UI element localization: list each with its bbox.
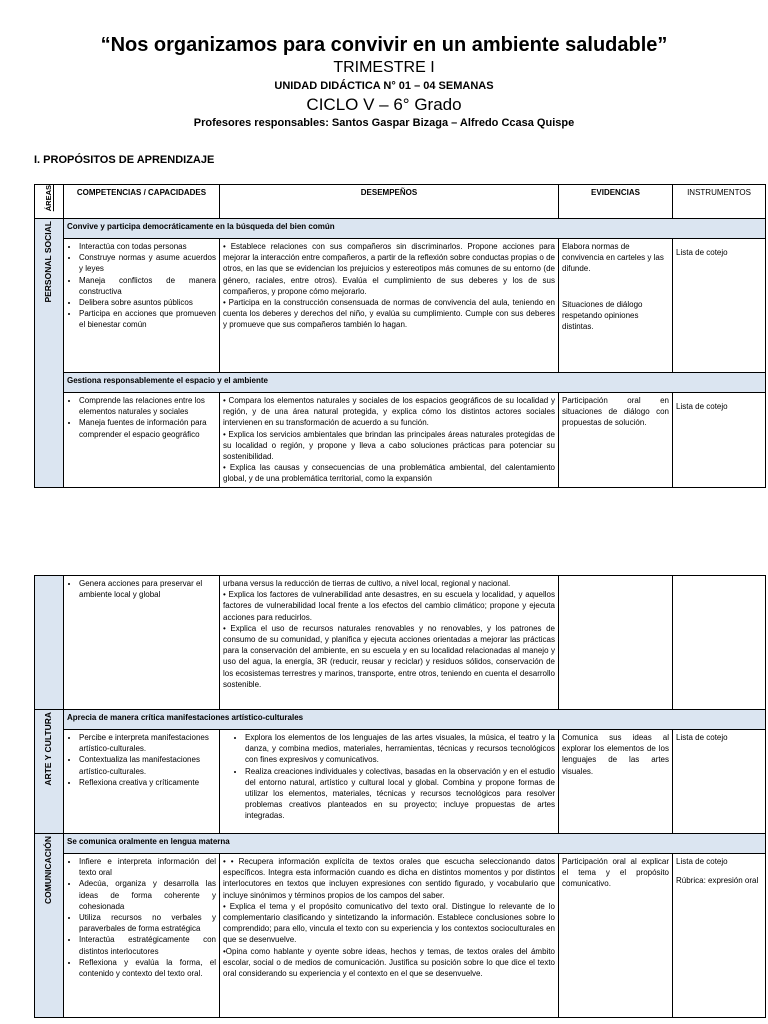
desempeno-text: • Explica las causas y consecuencias de una problemática ambiental, del calentamiento global, y de una problemática territorial, como la expansión <box>223 463 555 484</box>
capacidades-cell <box>64 576 220 710</box>
area-personal-social-cont <box>35 576 64 710</box>
evidencias-cell <box>559 576 673 710</box>
content-row <box>35 730 766 834</box>
capacidad-item: • Genera acciones para preservar el ambiente local y global <box>79 578 216 600</box>
header-evidencias: EVIDENCIAS <box>559 185 673 219</box>
document-title: “Nos organizamos para convivir en un ambiente saludable” <box>100 34 668 56</box>
instrumento-cell: Lista de cotejo <box>673 730 766 834</box>
capacidad-item: • Maneja conflictos de manera constructiva <box>79 275 216 297</box>
desempeno-item: • Realiza creaciones individuales y colectivas, basadas en la observación y en el estudio del entorno natural, artístico y cultural local y global. Combina y propone formas de utilizar los elementos, materiales, técnicas y recursos tecnológicos para resolver problemas creativos planteados en su proyecto; incluye propuestas de artes integradas. <box>245 766 555 822</box>
desempeno-text: urbana versus la reducción de tierras de cultivo, a nivel local, regional y nacional. <box>223 579 511 588</box>
evidencias-cell: Participación oral al explicar el tema y el propósito comunicativo. <box>559 854 673 1018</box>
content-row <box>35 576 766 710</box>
profesores-heading: Profesores responsables: Santos Gaspar Bizaga – Alfredo Ccasa Quispe <box>193 117 575 129</box>
desempeno-text: • Establece relaciones con sus compañeros sin discriminarlos. Propone acciones para mejorar la interacción entre compañeros, a partir de la reflexión sobre conductas propias o de otros, en las que se evidencian los prejuicios y estereotipos más comunes de su entorno (de género, raciales, entre otros). Evalúa el cumplimiento de sus deberes y los de sus compañeros, y propone cómo mejorarlo. <box>223 242 555 296</box>
capacidad-item: • Percibe e interpreta manifestaciones artístico-culturales. <box>79 732 216 754</box>
instrumento-text: Rúbrica: expresión oral <box>676 876 759 886</box>
capacidad-item: • Reflexiona creativa y críticamente <box>79 777 216 788</box>
capacidades-cell <box>64 239 220 373</box>
desempenos-cell <box>220 854 559 1018</box>
evidencias-cell <box>559 239 673 373</box>
desempeno-text: • Explica los factores de vulnerabilidad ante desastres, en su escuela y localidad, y aquellos factores de vulnerabilidad local frente a los efectos del cambio climático; propone y ejecuta acciones para reducirlos. <box>223 590 555 622</box>
propositos-table-page2 <box>34 575 766 1018</box>
desempeno-text: • Explica el tema y el propósito comunicativo del texto oral. Distingue lo relevante de lo complementario clasificando y sintetizando la información. Establece conclusiones sobre lo comprendido; para ello, vincula el texto con su experiencia y los contextos socioculturales en que se desenvuelve. <box>223 901 555 945</box>
content-row <box>35 393 766 488</box>
header-competencias: COMPETENCIAS / CAPACIDADES <box>64 185 220 219</box>
trimestre-heading: TRIMESTRE I <box>333 59 435 76</box>
desempeno-item: • Explora los elementos de los lenguajes de las artes visuales, la música, el teatro y la danza, y combina medios, materiales, herramientas, técnicas y recursos tecnológicos con fines expresivos y comunicativos. <box>245 732 555 766</box>
capacidad-item: • Interactúa con todas personas <box>79 241 216 252</box>
competencia-row <box>35 834 766 854</box>
desempenos-cell <box>220 730 559 834</box>
instrumento-cell: Lista de cotejo <box>673 239 766 373</box>
capacidad-item: • Construye normas y asume acuerdos y leyes <box>79 252 216 274</box>
capacidad-item: • Participa en acciones que promueven el bienestar común <box>79 308 216 330</box>
capacidades-cell <box>64 730 220 834</box>
capacidad-item: • Delibera sobre asuntos públicos <box>79 297 216 308</box>
header-desempenos: DESEMPEÑOS <box>220 185 559 219</box>
capacidad-item: • Contextualiza las manifestaciones artístico-culturales. <box>79 754 216 776</box>
desempeno-text: • Explica el uso de recursos naturales renovables y no renovables, y los patrones de consumo de su comunidad, y planifica y ejecuta acciones orientadas a mejorar las prácticas para la conservación del ambiente, en su escuela y en su localidad relacionadas al manejo y uso del agua, la energía, 3R (reducir, reusar y reciclar) y residuos sólidos, conservación de los ecosistemas terrestres y marinos, transporte, entre otros, teniendo en cuenta el desarrollo sostenible. <box>223 623 555 689</box>
evidencias-cell: Comunica sus ideas al explorar los elementos de los lenguajes de las artes visuales. <box>559 730 673 834</box>
instrumento-cell <box>673 854 766 1018</box>
section-title: I. PROPÓSITOS DE APRENDIZAJE <box>34 154 215 166</box>
desempeno-text: • Participa en la construcción consensuada de normas de convivencia del aula, teniendo en cuenta los deberes y derechos del niño, y evalúa su cumplimiento. Cumple con sus deberes y promueve que sus compañeros también lo hagan. <box>223 298 555 330</box>
capacidad-item: • Maneja fuentes de información para comprender el espacio geográfico <box>79 417 216 439</box>
capacidad-item: • Reflexiona y evalúa la forma, el contenido y contexto del texto oral. <box>79 957 216 979</box>
capacidad-item: • Comprende las relaciones entre los elementos naturales y sociales <box>79 395 216 417</box>
header-instrumentos: INSTRUMENTOS <box>673 185 766 219</box>
desempenos-cell <box>220 239 559 373</box>
instrumento-text: Lista de cotejo <box>676 857 728 866</box>
desempeno-text: •Opina como hablante y oyente sobre ideas, hechos y temas, de textos orales del ámbito escolar, social o de medios de comunicación. Justifica su posición sobre lo que dice el texto oral considerando su experiencia y el contexto en el que se desenvuelve. <box>223 946 555 979</box>
header-areas: ÁREAS <box>35 185 64 219</box>
desempeno-text: • • Recupera información explícita de textos orales que escucha seleccionando datos específicos. Integra esta información cuando es dicha en distintos momentos y por distintos interlocutores en textos que incluyen expresiones con sentido figurado, y vocabulario que incluye sinónimos y términos propios de los campos del saber. <box>223 857 555 900</box>
evidencia-text: Situaciones de diálogo respetando opiniones distintas. <box>562 299 643 332</box>
table-header-row <box>35 185 766 219</box>
competencia-convive: Convive y participa democráticamente en la búsqueda del bien común <box>64 219 766 239</box>
content-row <box>35 854 766 1018</box>
competencia-row <box>35 219 766 239</box>
instrumento-cell: Lista de cotejo <box>673 393 766 488</box>
capacidad-item: • Adecúa, organiza y desarrolla las ideas de forma coherente y cohesionada <box>79 878 216 912</box>
desempenos-cell <box>220 393 559 488</box>
capacidad-item: • Interactúa estratégicamente con distintos interlocutores <box>79 934 216 956</box>
capacidad-item: • Utiliza recursos no verbales y paraverbales de forma estratégica <box>79 912 216 934</box>
desempenos-cell <box>220 576 559 710</box>
evidencias-cell: Participación oral en situaciones de diálogo con propuestas de solución. <box>559 393 673 488</box>
propositos-table-page1 <box>34 184 766 488</box>
content-row <box>35 239 766 373</box>
area-comunicacion: COMUNICACIÓN <box>35 834 64 1018</box>
competencia-gestiona: Gestiona responsablemente el espacio y el ambiente <box>64 373 766 393</box>
competencia-row <box>35 373 766 393</box>
unidad-heading: UNIDAD DIDÁCTICA N° 01 – 04 SEMANAS <box>274 80 494 92</box>
capacidad-item: • Infiere e interpreta información del texto oral <box>79 856 216 878</box>
capacidades-cell <box>64 393 220 488</box>
desempeno-text: • Compara los elementos naturales y sociales de los espacios geográficos de su localidad y región, y de una área natural protegida, y explica cómo los distintos actores sociales intervienen en su transformación de acuerdo a su función. <box>223 396 555 428</box>
instrumento-cell <box>673 576 766 710</box>
area-personal-social: PERSONAL SOCIAL <box>35 219 64 488</box>
competencia-row <box>35 710 766 730</box>
ciclo-heading: CICLO V – 6° Grado <box>306 95 462 114</box>
area-arte-cultura: ARTE Y CULTURA <box>35 710 64 834</box>
evidencia-text: Elabora normas de convivencia en carteles y las difunde. <box>562 242 664 274</box>
competencia-aprecia: Aprecia de manera crítica manifestaciones artístico-culturales <box>64 710 766 730</box>
capacidades-cell <box>64 854 220 1018</box>
competencia-comunica: Se comunica oralmente en lengua materna <box>64 834 766 854</box>
desempeno-text: • Explica los servicios ambientales que brindan las principales áreas naturales protegidas de su localidad o región, y propone y lleva a cabo soluciones prácticas para potenciar su sostenibilidad. <box>223 429 555 462</box>
